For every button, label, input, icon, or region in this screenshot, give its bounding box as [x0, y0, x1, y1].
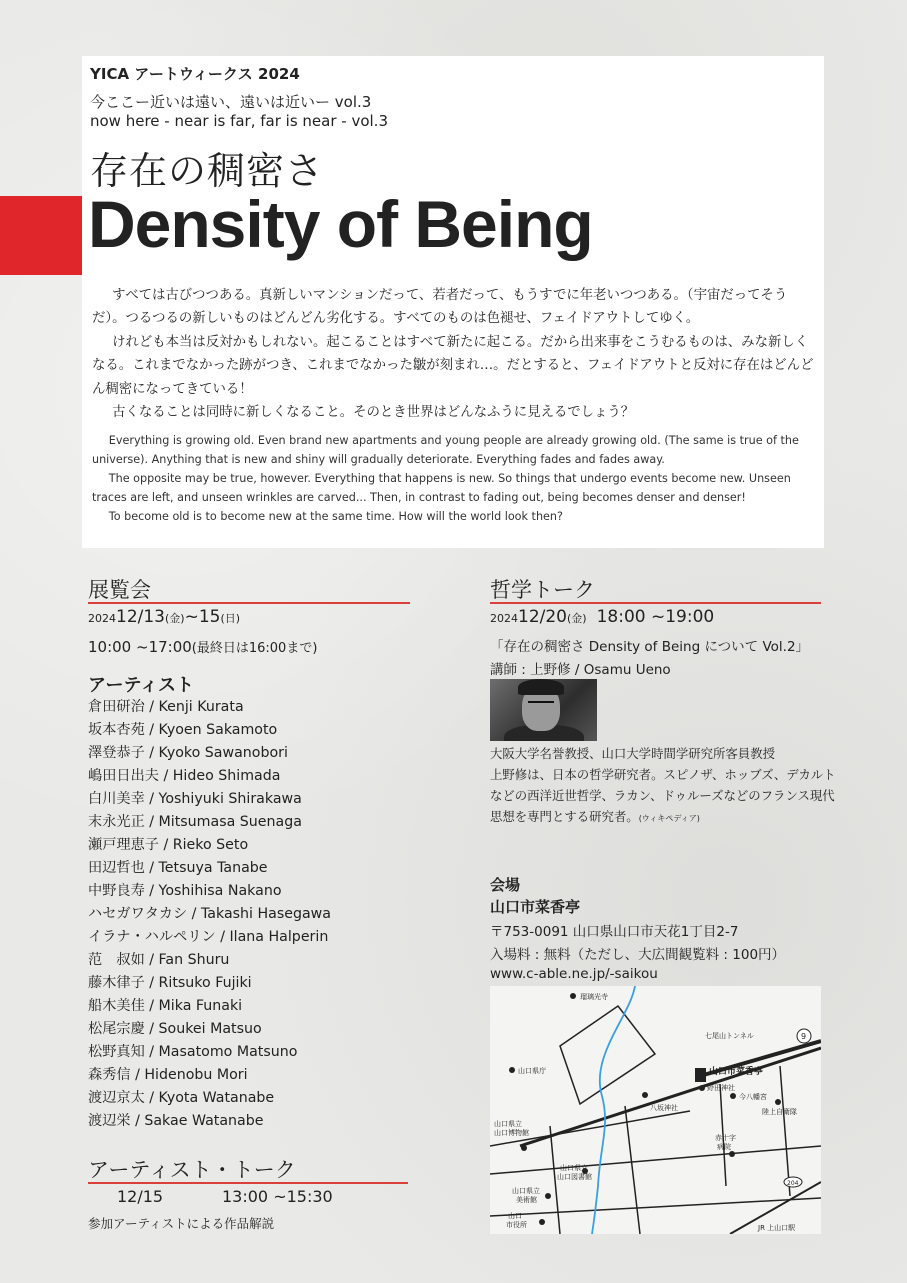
road-n2	[625, 1106, 640, 1234]
intro-en-paragraph: The opposite may be true, however. Everything that happens is new. So things that undergo events become new. Unseen traces are left, and unseen wrinkles are carved... Then, in contrast to fading out, being becomes denser and denser!	[92, 472, 791, 504]
poi-dot	[642, 1092, 648, 1098]
exhibition-end-date: 15	[198, 607, 221, 627]
artist-item: 松尾宗慶 / Soukei Matsuo	[88, 1021, 262, 1037]
intro-text-jp	[92, 284, 818, 424]
artist-item: 瀬戸理恵子 / Rieko Seto	[88, 837, 249, 853]
speaker-photo	[490, 679, 597, 741]
map-label: 市役所	[506, 1221, 527, 1229]
artist-item: 嶋田日出夫 / Hideo Shimada	[88, 768, 281, 784]
poi-dot	[509, 1067, 515, 1073]
philosophy-talk-datetime	[490, 607, 714, 627]
artist-item: 倉田研治 / Kenji Kurata	[88, 699, 244, 715]
road-w2	[490, 1146, 821, 1174]
exhibition-hours	[88, 637, 317, 656]
map-label: 204	[787, 1180, 799, 1187]
series-subtitle-jp: 今ここー近いは遠い、遠いは近いー vol.3	[90, 93, 372, 111]
map-svg	[490, 986, 821, 1234]
exhibition-start-day: (金)	[165, 612, 185, 625]
poi-dot	[545, 1193, 551, 1199]
artist-item: 藤木律子 / Ritsuko Fujiki	[88, 975, 252, 991]
philosophy-talk-date: 12/20	[518, 607, 567, 627]
artist-item: 澤登恭子 / Kyoko Sawanobori	[88, 745, 288, 761]
map-label: 病院	[717, 1143, 731, 1151]
philosophy-talk-time: 18:00 ~19:00	[596, 607, 715, 627]
map-label: 瑠璃光寺	[580, 993, 608, 1001]
exhibition-end-day: (日)	[220, 612, 241, 625]
map-label: 山口	[508, 1212, 522, 1220]
poi-dot	[699, 1085, 705, 1091]
red-accent-bar	[0, 196, 82, 275]
artist-item: 船木美佳 / Mika Funaki	[88, 998, 243, 1014]
map-label: 陸上自衛隊	[762, 1108, 797, 1116]
poi-dot	[729, 1151, 735, 1157]
map-label: 赤十字	[715, 1134, 736, 1142]
map-label: 山口市菜香亭	[709, 1067, 764, 1077]
artist-item: 白川美幸 / Yoshiyuki Shirakawa	[88, 791, 302, 807]
artist-item: 田辺哲也 / Tetsuya Tanabe	[88, 860, 268, 876]
exhibition-hours-time: 10:00 ~17:00	[88, 638, 192, 656]
map-label: 山口図書館	[557, 1173, 592, 1181]
poi-dot	[730, 1093, 736, 1099]
exhibition-year: 2024	[88, 612, 116, 625]
venue-fee: 入場料 : 無料（ただし、大広間観覧料 : 100円）	[490, 947, 786, 963]
venue-marker	[695, 1068, 706, 1082]
exhibition-date-separator: ~	[184, 607, 199, 627]
artist-item: 末永光正 / Mitsumasa Suenaga	[88, 814, 302, 830]
artist-item: 范 叔如 / Fan Shuru	[88, 952, 230, 968]
venue-map	[490, 986, 821, 1234]
temple-road	[560, 1006, 655, 1104]
intro-en-paragraph: Everything is growing old. Even brand new apartments and young people are already growing old. (The same is true of the universe). Anything that is new and shiny will gradually deteriorate. Everything fades and fades away.	[92, 434, 799, 466]
artist-talk-date: 12/15	[117, 1187, 164, 1206]
artist-talk-note: 参加アーティストによる作品解説	[88, 1216, 275, 1231]
speaker-bio-line: 大阪大学名誉教授、山口大学時間学研究所客員教授	[490, 746, 775, 761]
artist-item: ハセガワタカシ / Takashi Hasegawa	[88, 906, 331, 922]
speaker-bio-line	[490, 807, 700, 825]
philosophy-talk-underline	[490, 602, 821, 604]
speaker-bio-line: 上野修は、日本の哲学研究者。スピノザ、ホッブズ、デカルト	[490, 767, 836, 782]
intro-jp-paragraph: すべては古びつつある。真新しいマンションだって、若者だって、もうすでに年老いつつある。（宇宙だってそうだ）。つるつるの新しいものはどんどん劣化する。すべてのものは色褪せ、フェイドアウトしてゆく。	[92, 288, 788, 327]
artist-talk-time: 13:00 ~15:30	[222, 1187, 333, 1206]
intro-jp-paragraph: 古くなることは同時に新しくなること。そのとき世界はどんなふうに見えるでしょう？	[112, 405, 635, 421]
speaker-bio-line: などの西洋近世哲学、ラカン、ドゥルーズなどのフランス現代	[490, 788, 835, 803]
map-label: 山口県立	[494, 1120, 522, 1128]
philosophy-talk-heading: 哲学トーク	[490, 578, 595, 602]
exhibition-hours-note: (最終日は16:00まで)	[191, 641, 318, 656]
artist-talk-heading: アーティスト・トーク	[88, 1158, 296, 1182]
intro-text-en	[92, 431, 818, 526]
map-labels	[494, 992, 806, 1232]
intro-en-paragraph: To become old is to become new at the same time. How will the world look then?	[108, 510, 563, 523]
artist-item: 渡辺栄 / Sakae Watanabe	[88, 1113, 264, 1129]
philosophy-talk-day: (金)	[567, 612, 587, 625]
map-label: 山口県立	[560, 1164, 588, 1172]
map-label: 美術館	[516, 1196, 537, 1204]
poi-dot	[521, 1145, 527, 1151]
venue-address: 〒753-0091 山口県山口市天花1丁目2-7	[490, 924, 739, 940]
philosophy-talk-year: 2024	[490, 612, 518, 625]
map-label: 9	[801, 1032, 807, 1041]
artist-item: イラナ・ハルペリン / Ilana Halperin	[88, 929, 329, 945]
exhibition-start-date: 12/13	[116, 607, 165, 627]
philosophy-talk-speaker: 講師 : 上野修 / Osamu Ueno	[490, 662, 671, 678]
map-label: JR 上山口駅	[758, 1224, 796, 1232]
map-label: 野田神社	[707, 1084, 735, 1092]
venue-heading: 会場	[490, 876, 521, 894]
map-poi-dots	[509, 993, 781, 1225]
speaker-bio-last: 思想を専門とする研究者。	[490, 809, 639, 824]
artist-item: 中野良寿 / Yoshihisa Nakano	[88, 883, 282, 899]
map-roads	[490, 1006, 821, 1234]
speaker-bio-source: (ウィキペディア)	[638, 814, 700, 823]
intro-jp-paragraph: けれども本当は反対かもしれない。起こることはすべて新たに起こる。だから出来事をこうむるものは、みな新しくなる。これまでなかった跡がつき、これまでなかった皺が刻まれ…。だとすると、フェイドアウトと反対に存在はどんどん稠密になってきている！	[92, 334, 814, 397]
road-n4	[780, 1066, 790, 1196]
map-label: 山口県立	[512, 1187, 540, 1195]
exhibition-dates	[88, 607, 240, 627]
artists-heading: アーティスト	[88, 675, 195, 696]
road-w3	[490, 1198, 821, 1216]
artist-item: 坂本杏苑 / Kyoen Sakamoto	[88, 722, 278, 738]
exhibition-heading: 展覧会	[88, 578, 151, 602]
title-jp: 存在の稠密さ	[90, 149, 325, 193]
map-label: 山口県庁	[518, 1067, 546, 1075]
venue-url[interactable]: www.c-able.ne.jp/-saikou	[490, 966, 658, 982]
map-label: 山口博物館	[494, 1129, 529, 1137]
artist-item: 森秀信 / Hidenobu Mori	[88, 1067, 248, 1083]
artist-item: 渡辺京太 / Kyota Watanabe	[88, 1090, 275, 1106]
poi-dot	[775, 1099, 781, 1105]
exhibition-underline	[88, 602, 410, 604]
artist-talk-underline	[88, 1182, 408, 1184]
philosophy-talk-title: 「存在の稠密さ Density of Being について Vol.2」	[490, 639, 810, 655]
poi-dot	[570, 993, 576, 999]
map-label: 七尾山トンネル	[705, 1032, 754, 1040]
venue-name: 山口市菜香亭	[490, 898, 581, 916]
event-series-title: YICA アートウィークス 2024	[90, 65, 300, 83]
map-label: 今八幡宮	[739, 1093, 767, 1101]
poi-dot	[539, 1219, 545, 1225]
series-subtitle-en: now here - near is far, far is near - vol.3	[90, 112, 388, 130]
title-en: Density of Being	[88, 187, 593, 261]
artist-item: 松野真知 / Masatomo Matsuno	[88, 1044, 298, 1060]
map-label: 八坂神社	[650, 1104, 678, 1112]
